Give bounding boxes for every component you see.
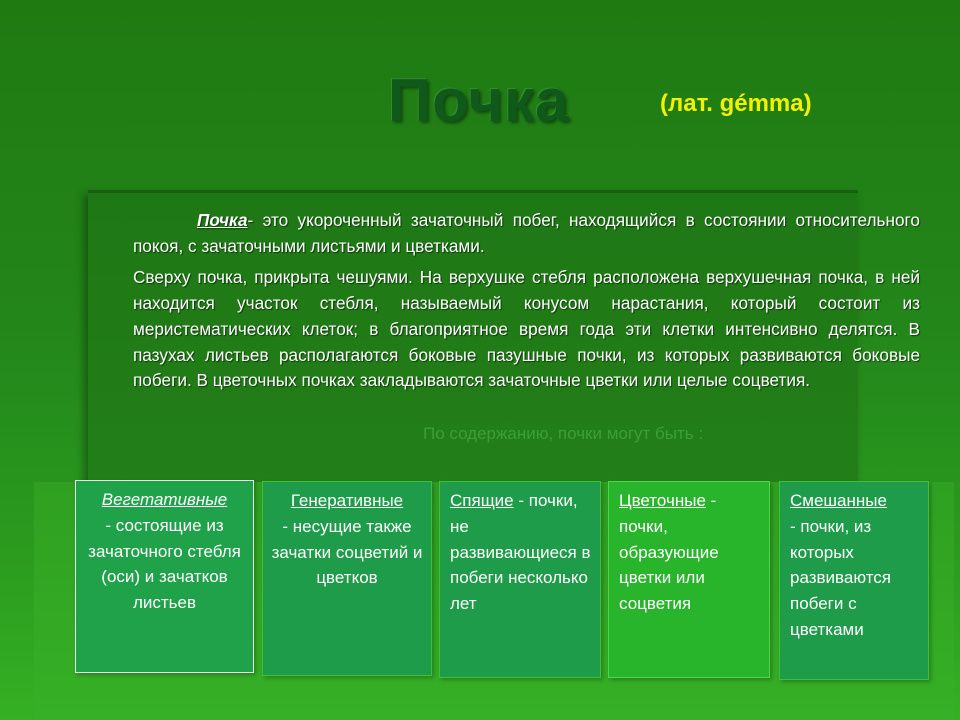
card-term: Спящие xyxy=(450,491,514,510)
description-paragraph: Сверху почка, прикрыта чешуями. На верхушке стебля расположена верхушечная почка, в ней находится участок стебля, называемый конусом нарастания, который состоит из меристематических клеток; в благоприятное время года эти клетки интенсивно делятся. В пазухах листьев располагаются боковые пазушные почки, из которых развиваются боковые побеги. В цветочных почках закладываются зачаточные цветки или целые соцветия. xyxy=(133,267,920,391)
card-text: - состоящие из зачаточного стебля (оси) и зачатков листьев xyxy=(88,515,241,613)
card-text: - почки, из которых развиваются побеги с цветками xyxy=(790,516,892,639)
card-vegetative xyxy=(75,480,254,673)
body-text xyxy=(133,208,920,400)
card-term: Вегетативные xyxy=(101,490,228,509)
slide-title: Почка xyxy=(388,67,570,134)
card-dormant xyxy=(439,481,601,678)
definition-term: Почка xyxy=(197,210,248,230)
card-term: Цветочные xyxy=(619,491,706,510)
definition-text: - это укороченный зачаточный побег, находящийся в состоянии относительного покоя, с зачаточными листьями и цветками. xyxy=(133,210,920,256)
slide-subtitle: (лат. gémma) xyxy=(660,90,812,117)
card-term: Смешанные xyxy=(790,491,887,510)
definition-paragraph xyxy=(133,208,920,259)
card-generative xyxy=(262,481,432,676)
card-text: - почки, образующие цветки или соцветия xyxy=(619,491,719,614)
card-text: - несущие также зачатки соцветий и цветков xyxy=(271,516,423,588)
types-intro: По содержанию, почки могут быть : xyxy=(423,424,704,443)
card-mixed xyxy=(779,481,929,680)
card-term: Генеративные xyxy=(290,491,404,510)
card-text: - почки, не развивающиеся в побеги несколько лет xyxy=(450,491,591,614)
card-flower xyxy=(608,481,770,678)
